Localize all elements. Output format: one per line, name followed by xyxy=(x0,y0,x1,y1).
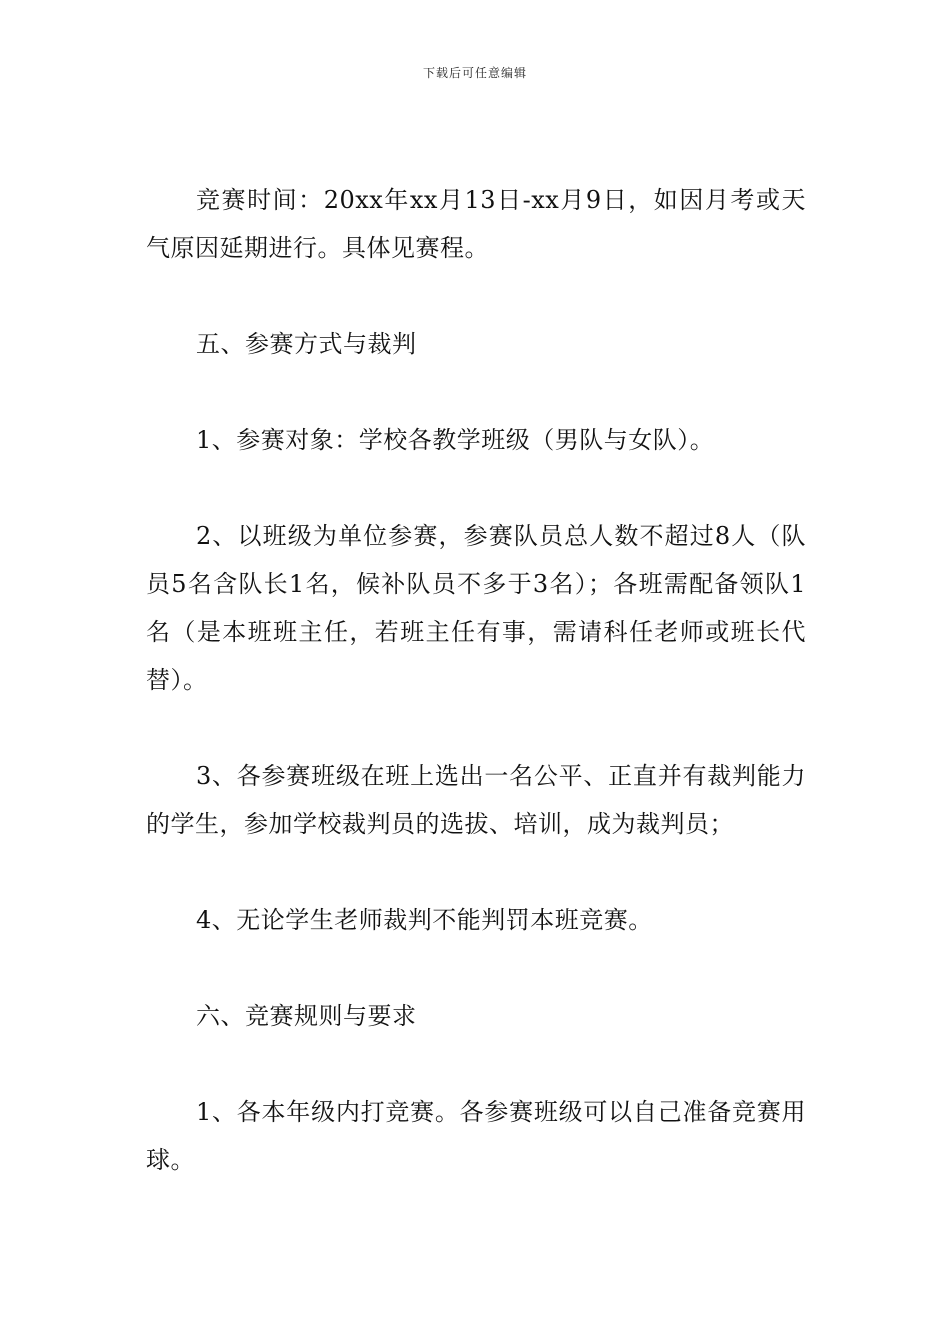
paragraph-team-size: 2、以班级为单位参赛，参赛队员总人数不超过8人（队员5名含队长1名，候补队员不多于3名）；各班需配备领队1名（是本班班主任，若班主任有事，需请科任老师或班长代替）。 xyxy=(146,522,806,694)
paragraph-referee-selection: 3、各参赛班级在班上选出一名公平、正直并有裁判能力的学生，参加学校裁判员的选拔、培训，成为裁判员； xyxy=(146,762,806,838)
paragraph-grade-matches: 1、各本年级内打竞赛。各参赛班级可以自己准备竞赛用球。 xyxy=(146,1098,806,1174)
document-body xyxy=(146,176,806,1184)
paragraph-competition-time: 竞赛时间：20xx年xx月13日-xx月9日，如因月考或天气原因延期进行。具体见赛程。 xyxy=(146,186,806,262)
paragraph-referee-restriction: 4、无论学生老师裁判不能判罚本班竞赛。 xyxy=(196,906,653,934)
section-heading-rules-requirements: 六、竞赛规则与要求 xyxy=(196,1002,417,1030)
paragraph-gap xyxy=(146,272,806,320)
paragraph-gap xyxy=(146,944,806,992)
paragraph-gap xyxy=(146,464,806,512)
section-heading-participation-referees: 五、参赛方式与裁判 xyxy=(196,330,417,358)
paragraph-participants: 1、参赛对象：学校各教学班级（男队与女队）。 xyxy=(196,426,715,454)
paragraph-gap xyxy=(146,704,806,752)
paragraph-gap xyxy=(146,368,806,416)
paragraph-gap xyxy=(146,1040,806,1088)
page-header-note: 下载后可任意编辑 xyxy=(422,66,527,80)
paragraph-gap xyxy=(146,848,806,896)
